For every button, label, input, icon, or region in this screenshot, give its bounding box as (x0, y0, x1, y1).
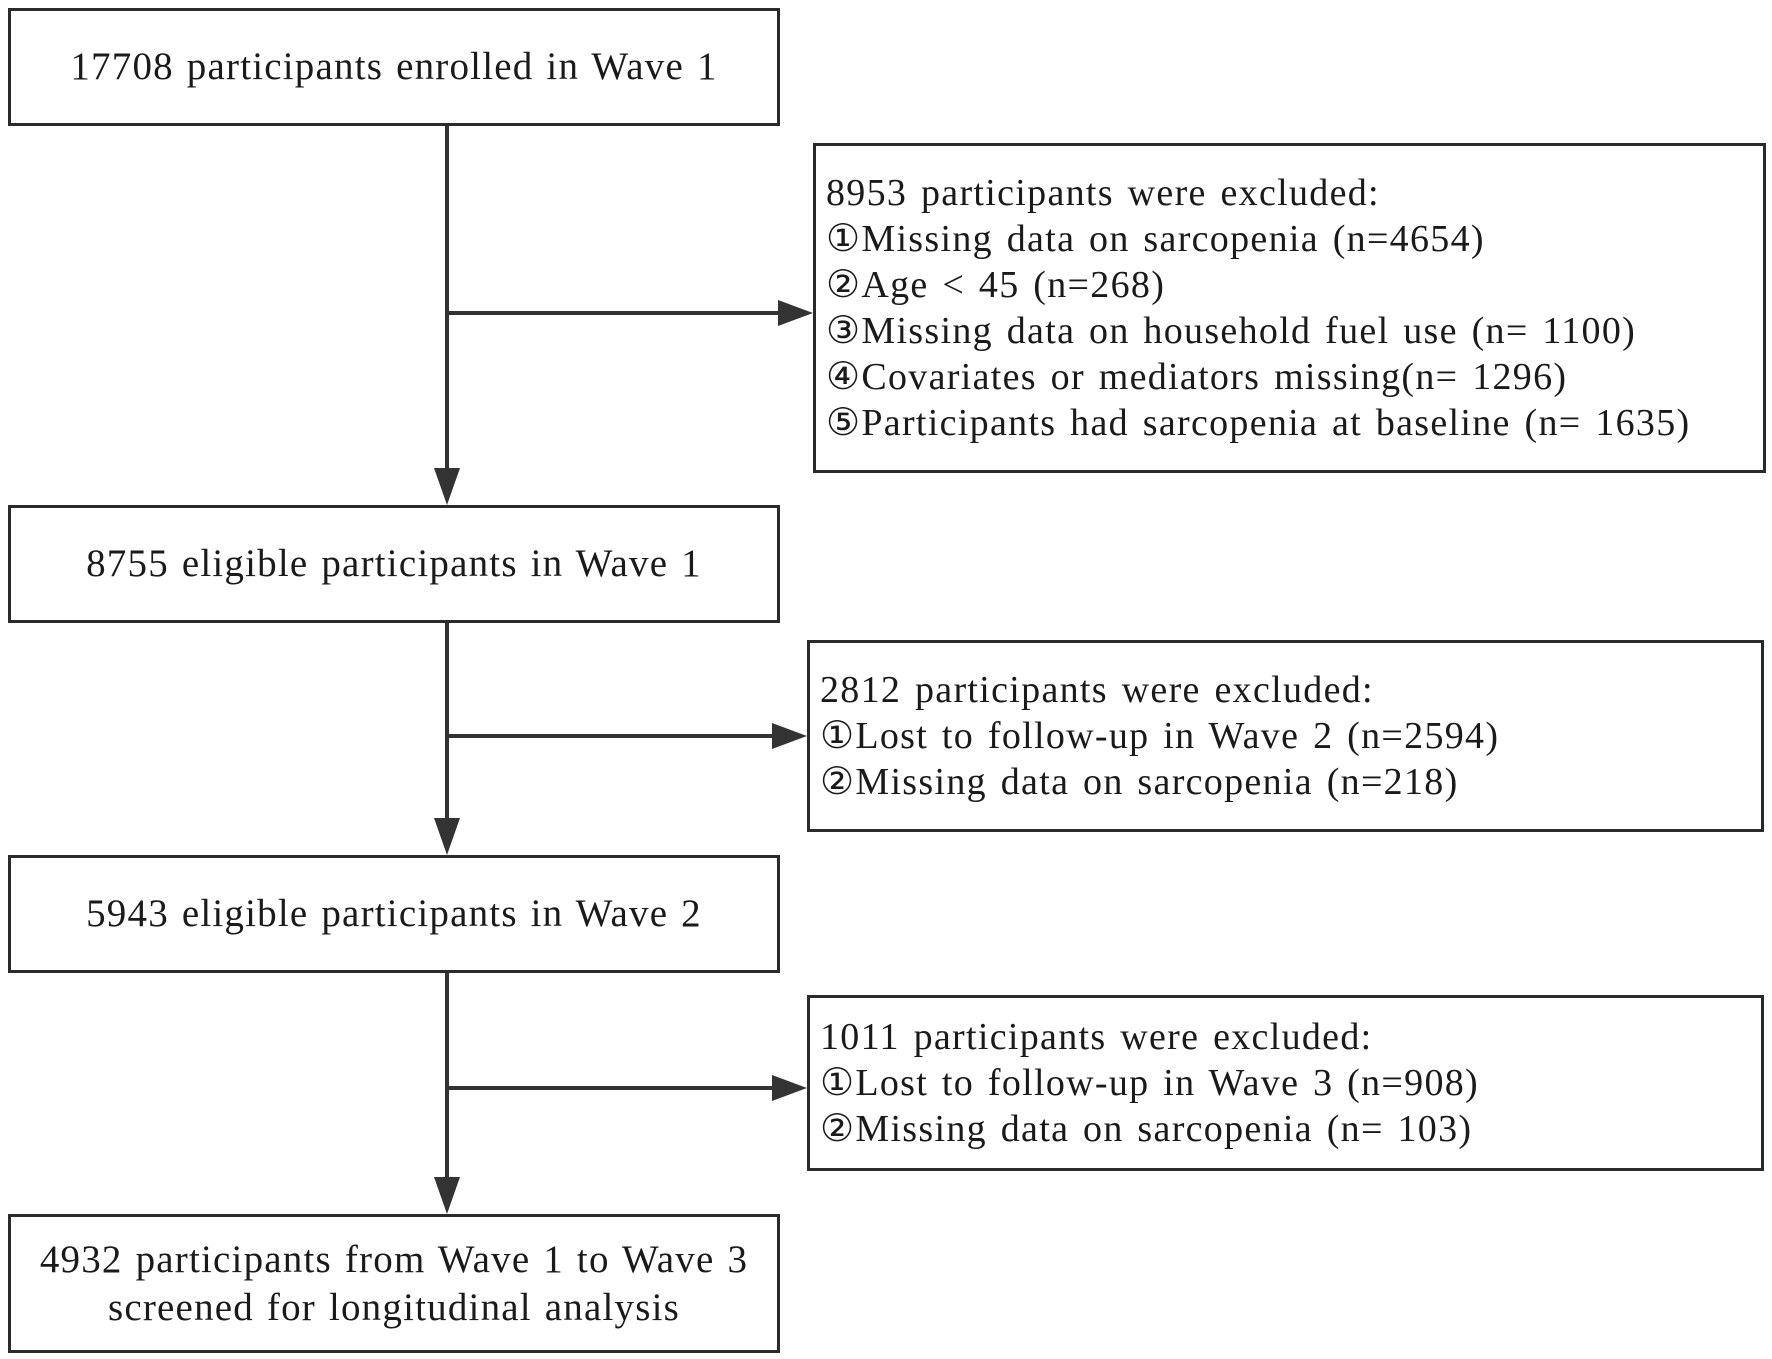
exclusion-box-3 (807, 995, 1764, 1171)
exclusion-item: ④Covariates or mediators missing(n= 1296) (826, 356, 1568, 398)
exclusion-item: ①Lost to follow-up in Wave 3 (n=908) (820, 1062, 1480, 1104)
step-box-eligible-wave1 (8, 505, 780, 623)
step-text: 17708 participants enrolled in Wave 1 (70, 45, 718, 88)
exclusion-header: 2812 participants were excluded: (820, 669, 1374, 711)
exclusion-item: ①Missing data on sarcopenia (n=4654) (826, 218, 1485, 260)
exclusion-item: ②Missing data on sarcopenia (n= 103) (820, 1108, 1473, 1150)
step-text: 5943 eligible participants in Wave 2 (86, 892, 702, 935)
arrow-right-1 (778, 300, 813, 326)
step-box-final-cohort (8, 1214, 780, 1353)
exclusion-item: ②Missing data on sarcopenia (n=218) (820, 761, 1459, 803)
arrow-down-1 (434, 468, 460, 505)
exclusion-box-1 (813, 143, 1766, 473)
arrow-right-2 (772, 723, 807, 749)
exclusion-header: 1011 participants were excluded: (820, 1016, 1373, 1058)
step-text-line-1: 4932 participants from Wave 1 to Wave 3 (39, 1237, 749, 1281)
step-text-line-2: screened for longitudinal analysis (107, 1285, 681, 1329)
arrow-down-2 (434, 818, 460, 855)
exclusion-header: 8953 participants were excluded: (826, 172, 1380, 214)
step-box-eligible-wave2 (8, 855, 780, 973)
arrow-right-3 (772, 1075, 807, 1101)
exclusion-item: ①Lost to follow-up in Wave 2 (n=2594) (820, 715, 1500, 757)
step-text: 8755 eligible participants in Wave 1 (86, 542, 702, 585)
exclusion-item: ⑤Participants had sarcopenia at baseline (n= 1635) (826, 402, 1691, 444)
arrow-down-3 (434, 1177, 460, 1214)
step-box-enrolled-wave1 (8, 8, 780, 126)
exclusion-item: ②Age < 45 (n=268) (826, 264, 1166, 306)
exclusion-box-2 (807, 640, 1764, 832)
exclusion-item: ③Missing data on household fuel use (n= 1100) (826, 310, 1637, 352)
